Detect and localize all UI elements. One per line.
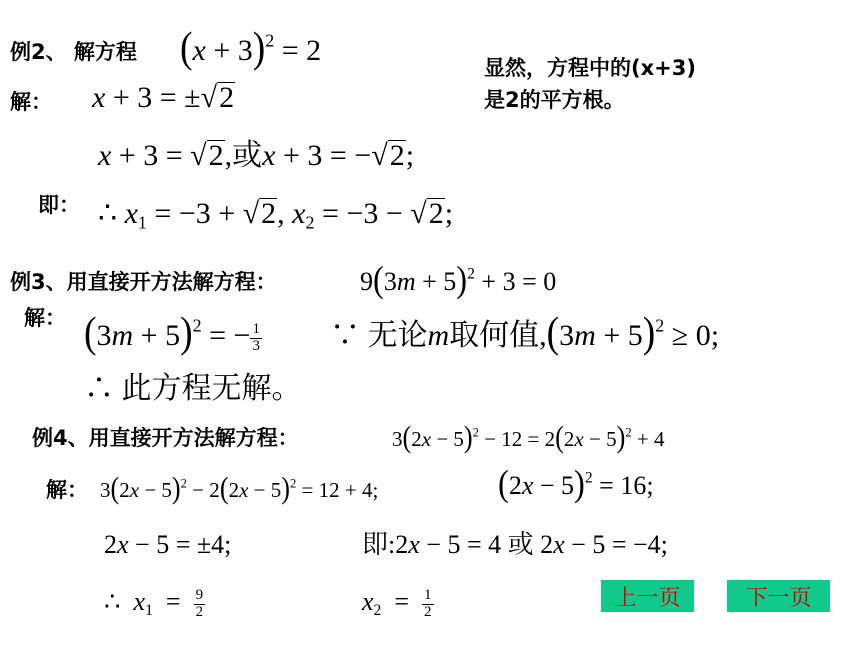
ex4-step3: 2x − 5 = ±4; — [104, 530, 232, 559]
ex3-step1: $(3m + 5)^2$ = − $\frac{1}{3}$ — [84, 309, 260, 358]
ex2-equation: $(x + 3)^2 = 2$ — [180, 24, 322, 73]
ex4-label: 例4、用直接开方法解方程： — [32, 426, 299, 450]
ex3-conclusion: ∴ 此方程无解。 — [84, 372, 302, 405]
ex2-note-line1: 显然，方程中的(x+3) — [484, 56, 696, 80]
ex4-step2: $(2x - 5)^2 = 16$; — [498, 463, 654, 505]
ex4-x2: $x_2$ = $\frac{1}{2}$ — [362, 587, 432, 620]
ex4-step4: 即:2x − 5 = 4 或 2x − 5 = −4; — [362, 530, 668, 559]
ex3-solution-label: 解： — [24, 306, 66, 330]
ex3-reason: ∵ 无论m取何值$,(3m + 5)^2 \ge 0$; — [330, 309, 720, 358]
ex2-label: 例2、 解方程 — [10, 40, 137, 64]
ex3-label: 例3、用直接开方法解方程： — [10, 270, 277, 294]
ex4-x1: ∴ $x_1$ = $\frac{9}{2}$ — [104, 587, 204, 620]
next-page-button[interactable]: 下一页 — [727, 580, 830, 612]
ex2-step1: x + 3 = ±√2 — [92, 81, 235, 114]
ex2-solution-label: 解： — [10, 90, 52, 114]
ex4-equation: $3(2x - 5)^2 - 12 = 2(2x - 5)^2 + 4$ — [392, 420, 665, 455]
prev-page-button[interactable]: 上一页 — [601, 580, 694, 612]
ex4-step1: $3(2x - 5)^2 - 2(2x - 5)^2 = 12 + 4$; — [100, 471, 379, 506]
ex4-solution-label: 解： — [46, 478, 88, 502]
ex2-note-line2: 是2的平方根。 — [484, 88, 625, 112]
ex2-ie-label: 即： — [38, 193, 80, 217]
ex3-equation: $9(3m + 5)^2 + 3 = 0$ — [360, 259, 557, 301]
ex2-step2: x + 3 = √2,或x + 3 = −√2; — [98, 139, 415, 172]
ex2-step3: ∴ $x_1 = -3 + √2$, $x_2 = -3 - √2$; — [98, 197, 454, 233]
